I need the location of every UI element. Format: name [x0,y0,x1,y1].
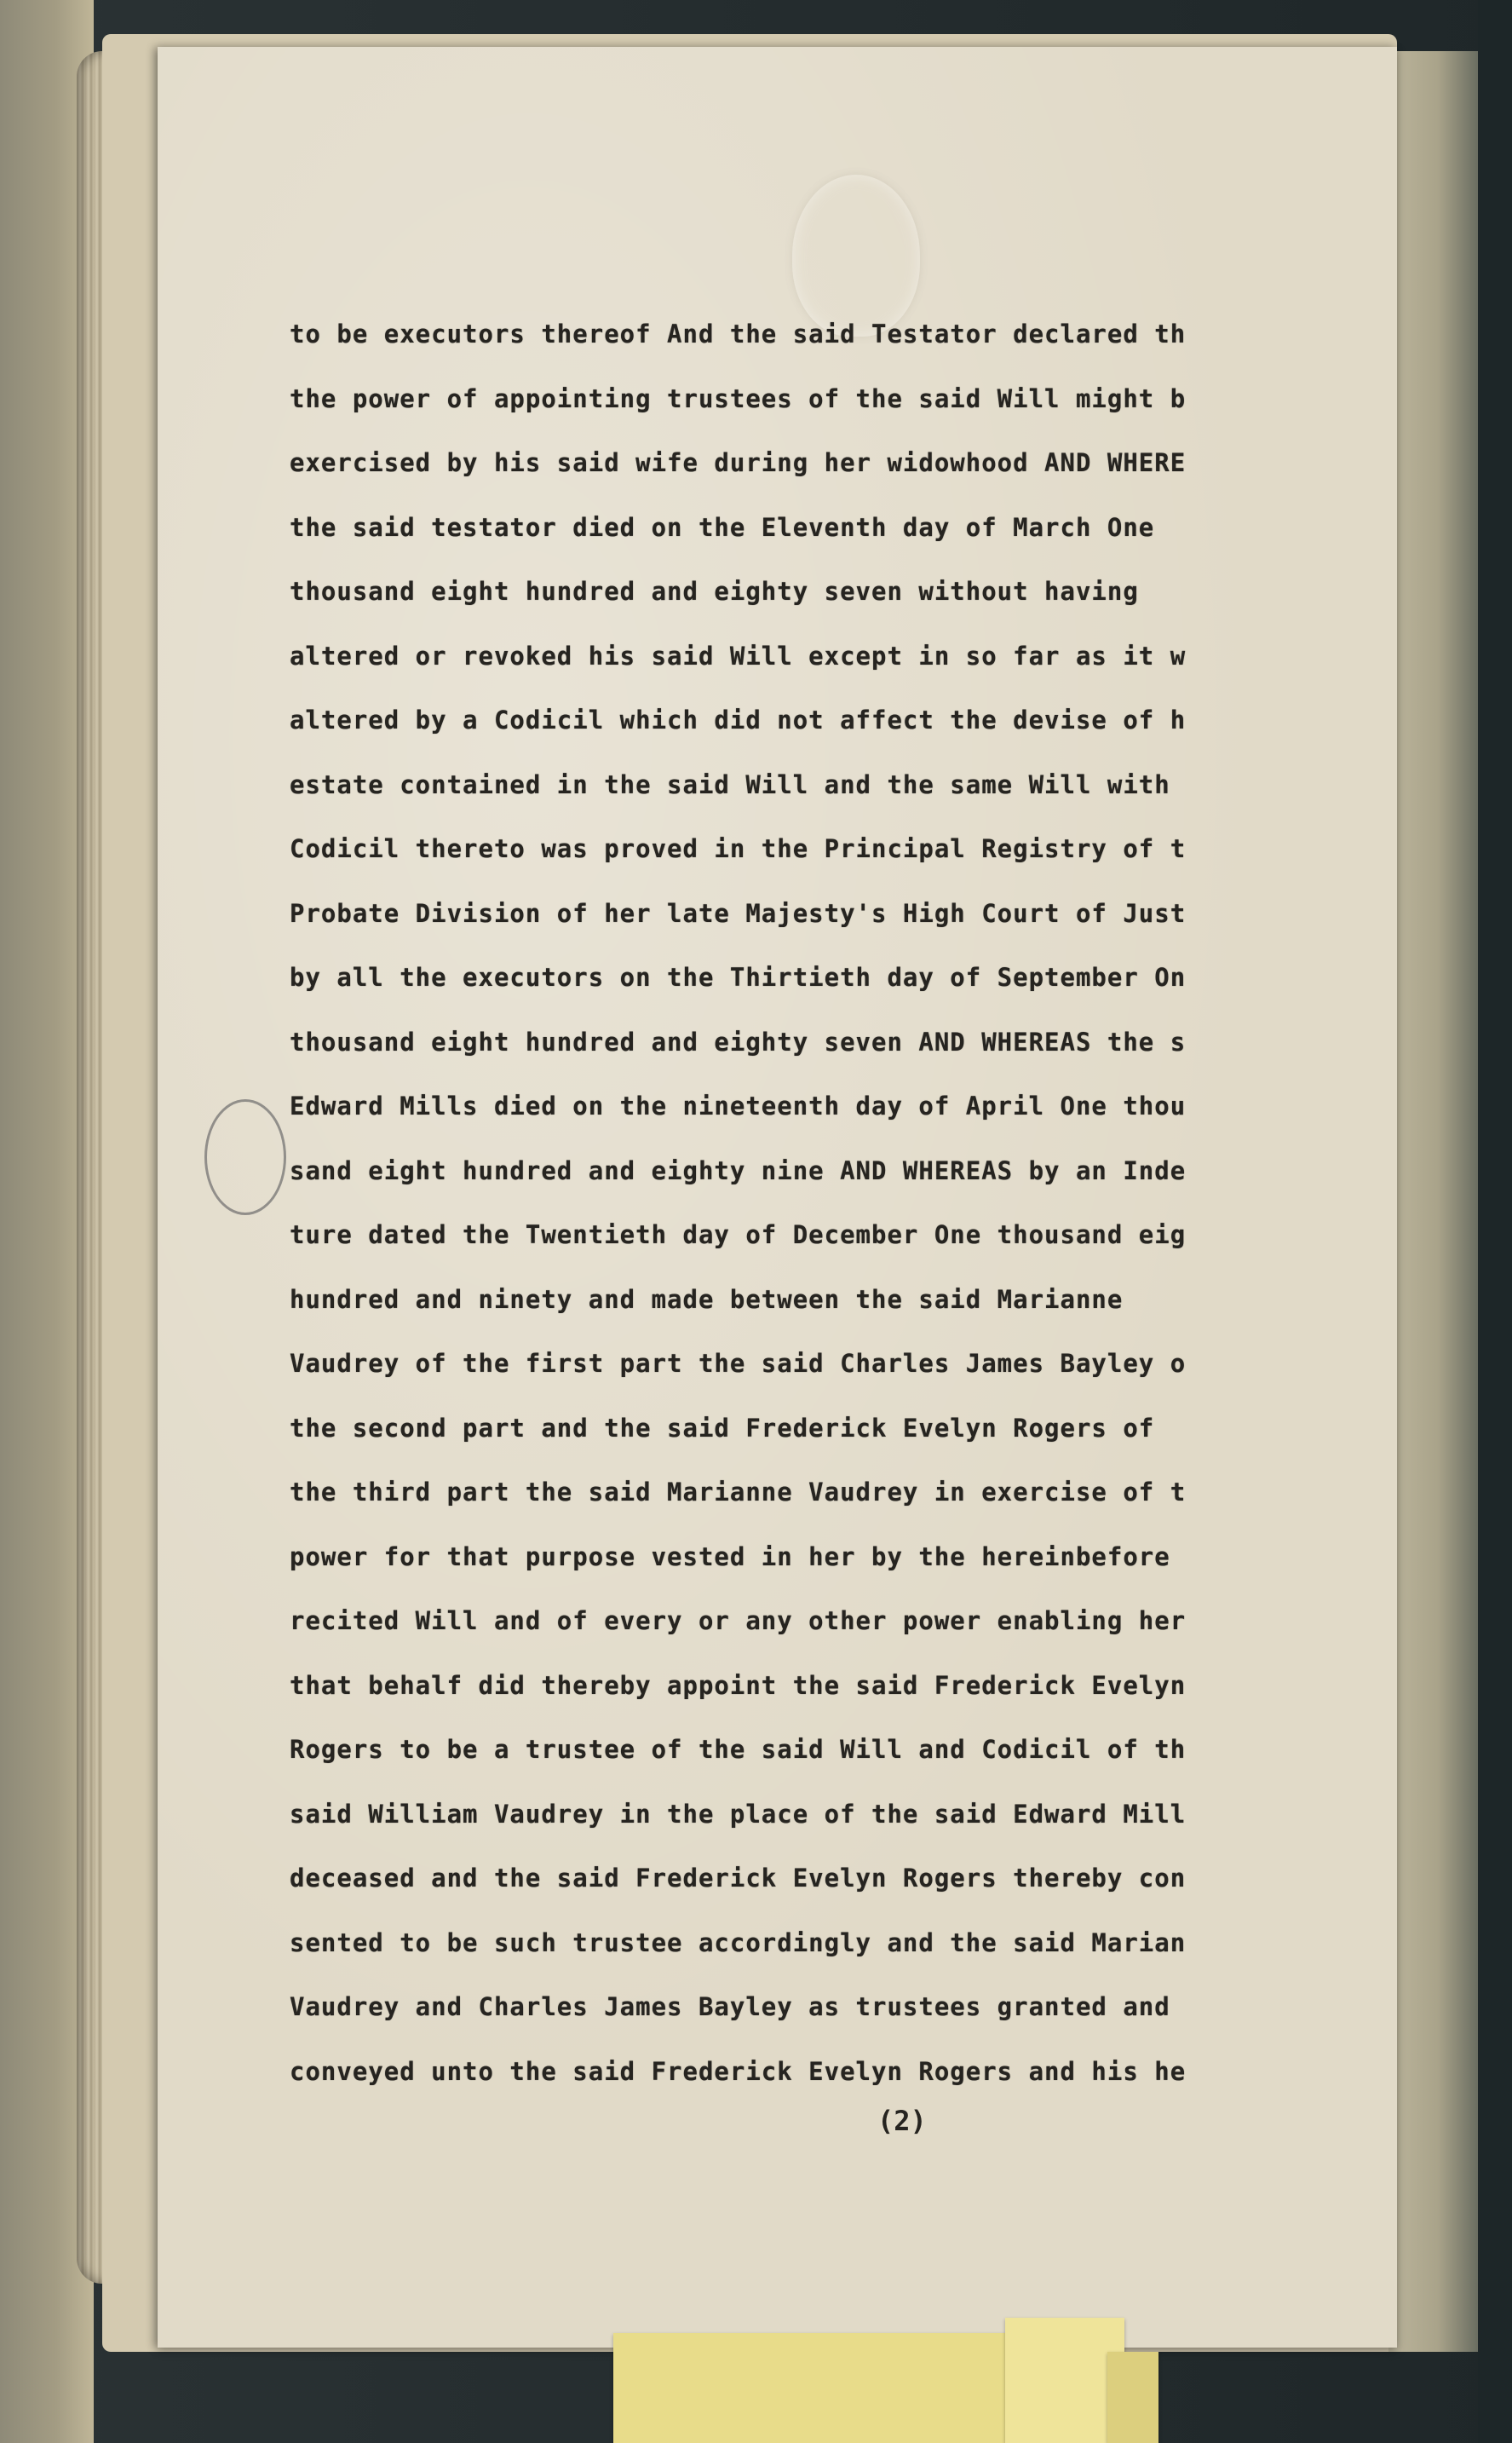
text-line: that behalf did thereby appoint the said Frederick Evelyn [290,1670,1187,1700]
paper-tabs [613,2318,1158,2443]
text-line: hundred and ninety and made between the said Marianne [290,1284,1124,1314]
text-line: the second part and the said Frederick Evelyn Rogers of [290,1413,1155,1443]
text-line: altered or revoked his said Will except in so far as it w [290,641,1187,671]
text-line: said William Vaudrey in the place of the said Edward Mill [290,1799,1187,1829]
text-line: the third part the said Marianne Vaudrey in exercise of t [290,1478,1187,1507]
text-line: conveyed unto the said Frederick Evelyn Rogers and his he [290,2056,1187,2086]
paper-tab [1107,2352,1158,2443]
text-line: altered by a Codicil which did not affect the devise of h [290,706,1187,735]
text-line: Rogers to be a trustee of the said Will and Codicil of th [290,1735,1187,1764]
text-line: Vaudrey of the first part the said Charles James Bayley o [290,1349,1187,1378]
page-number: (2) [877,2105,927,2137]
text-line: estate contained in the said Will and the same Will with [290,769,1170,799]
text-line: Probate Division of her late Majesty's High Court of Just [290,898,1187,928]
document-text [290,302,1414,2104]
text-line: ture dated the Twentieth day of December One thousand eig [290,1220,1187,1249]
text-line: thousand eight hundred and eighty seven without having [290,577,1139,606]
text-line: Codicil thereto was proved in the Principal Registry of t [290,834,1187,863]
text-line: power for that purpose vested in her by the hereinbefore [290,1541,1170,1571]
text-line: thousand eight hundred and eighty seven AND WHEREAS the s [290,1027,1187,1057]
binding-dark-edge [1478,0,1512,2443]
text-line: to be executors thereof And the said Testator declared th [290,320,1187,349]
paper-tab [1005,2318,1124,2443]
text-line: Vaudrey and Charles James Bayley as trustees granted and [290,1992,1170,2021]
text-line: recited Will and of every or any other power enabling her [290,1606,1187,1635]
text-line: the said testator died on the Eleventh day of March One [290,512,1155,542]
text-line: deceased and the said Frederick Evelyn Rogers thereby con [290,1864,1187,1893]
text-line: sand eight hundred and eighty nine AND WHEREAS by an Inde [290,1155,1187,1185]
text-line: by all the executors on the Thirtieth day of September On [290,963,1187,992]
ink-stamp [204,1099,286,1215]
text-line: the power of appointing trustees of the said Will might b [290,383,1187,413]
text-line: Edward Mills died on the nineteenth day of April One thou [290,1092,1187,1121]
text-line: sented to be such trustee accordingly and the said Marian [290,1927,1187,1957]
text-line: exercised by his said wife during her widowhood AND WHERE [290,448,1187,477]
